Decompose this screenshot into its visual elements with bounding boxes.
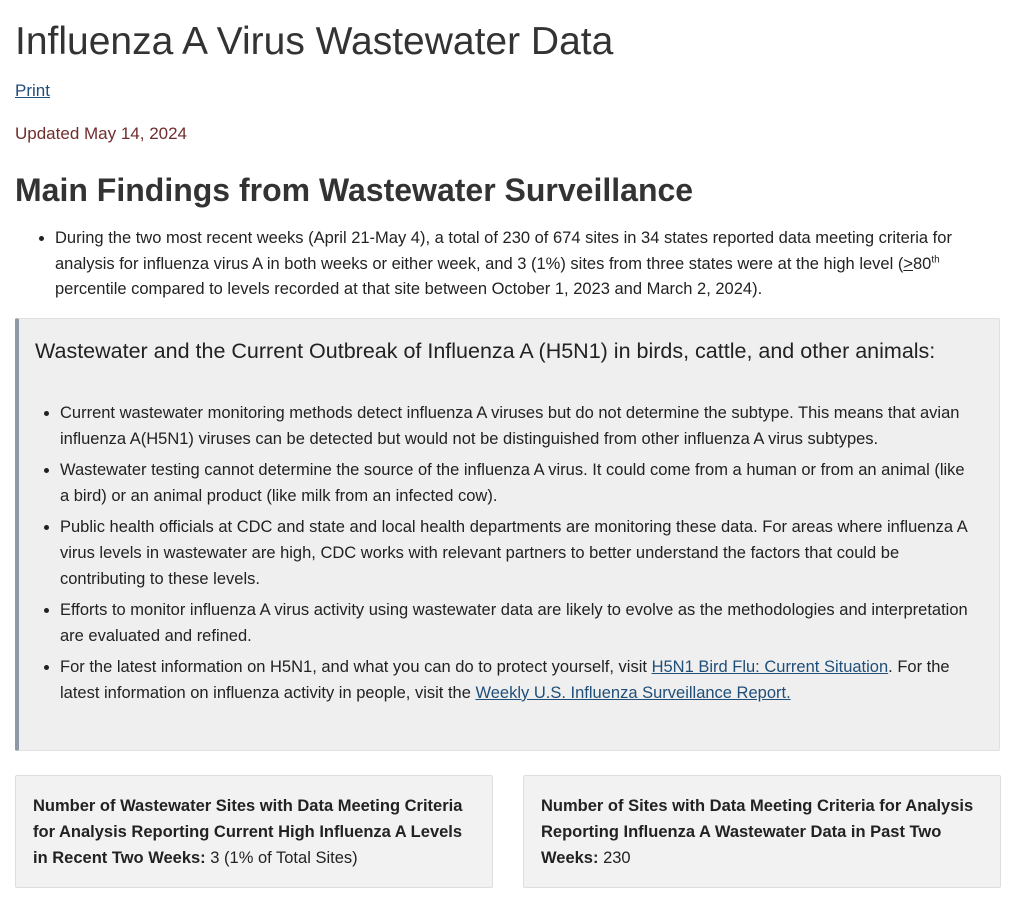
callout-list — [19, 401, 994, 712]
callout-heading: Wastewater and the Current Outbreak of Influenza A (H5N1) in birds, cattle, and other animals: — [35, 339, 936, 363]
print-link[interactable]: Print — [15, 81, 50, 100]
card-value: 3 (1% of Total Sites) — [205, 848, 358, 867]
page-title: Influenza A Virus Wastewater Data — [15, 20, 614, 63]
main-findings-bullet — [55, 226, 1000, 303]
percentile-suffix: th — [931, 254, 940, 265]
h5n1-callout-box — [15, 318, 1000, 751]
sites-reporting-card — [523, 775, 1001, 888]
callout-item-links — [60, 655, 974, 707]
updated-date: Updated May 14, 2024 — [15, 124, 188, 143]
high-levels-sites-card — [15, 775, 493, 888]
callout-links-text-2: . For the latest information on influenza activity in people, visit the — [60, 658, 950, 702]
callout-links-text-1: For the latest information on H5N1, and what you can do to protect yourself, visit — [60, 658, 652, 677]
influenza-surveillance-report-link[interactable]: Weekly U.S. Influenza Surveillance Report. — [475, 683, 791, 702]
main-findings-text-1: During the two most recent weeks (April 21-May 4), a total of 230 of 674 sites in 34 states reported data meeting criteria for analysis for influenza virus A in both weeks or either week, and 3 (1%) sites from three states were at the high level ( — [55, 229, 952, 273]
card-value: 230 — [598, 848, 631, 867]
main-findings-list — [15, 226, 1000, 303]
percentile-number: 80 — [912, 254, 932, 273]
callout-item: • Public health officials at CDC and state and local health departments are monitoring these data. For areas where influenza A virus levels in wastewater are high, CDC works with relevant partners to better understand the factors that could be contributing to these levels. — [60, 515, 974, 592]
h5n1-situation-link[interactable]: H5N1 Bird Flu: Current Situation — [651, 658, 889, 677]
card-label: Number of Sites with Data Meeting Criteria for Analysis Reporting Influenza A Wastewater Data in Past Two Weeks: — [541, 797, 974, 867]
card-label: Number of Wastewater Sites with Data Meeting Criteria for Analysis Reporting Current High Influenza A Levels in Recent Two Weeks: — [33, 797, 463, 867]
greater-equal-symbol: > — [903, 254, 913, 273]
main-findings-text-2: percentile compared to levels recorded at that site between October 1, 2023 and March 2, 2024). — [55, 280, 763, 298]
main-findings-heading: Main Findings from Wastewater Surveillance — [15, 172, 694, 208]
callout-item: • Wastewater testing cannot determine the source of the influenza A virus. It could come from a human or from an animal (like a bird) or an animal product (like milk from an infected cow). — [60, 458, 974, 510]
callout-item: • Current wastewater monitoring methods detect influenza A viruses but do not determine the subtype. This means that avian influenza A(H5N1) viruses can be detected but would not be distinguished from other influenza A virus subtypes. — [60, 401, 974, 453]
callout-item: • Efforts to monitor influenza A virus activity using wastewater data are likely to evolve as the methodologies and interpretation are evaluated and refined. — [60, 598, 974, 650]
